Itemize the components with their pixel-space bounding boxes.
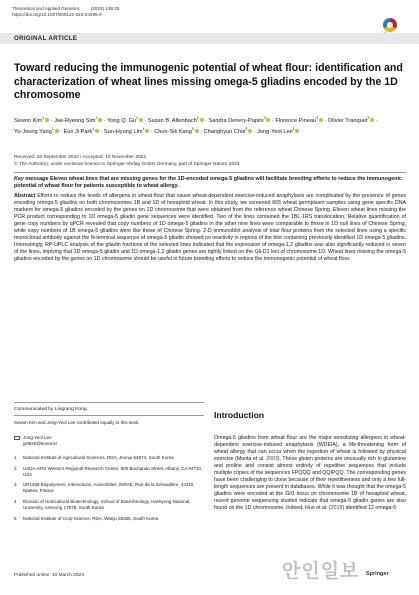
news-watermark: 안인일보 [282, 561, 360, 582]
crossmark-icon [383, 18, 397, 32]
corresponding-name: Jong-Yeol Lee [23, 434, 52, 440]
footnote-divider-2 [14, 415, 204, 416]
journal-name: Theoretical and Applied Genetics [12, 6, 80, 11]
introduction-heading: Introduction [214, 410, 265, 420]
footnote-divider [14, 402, 204, 403]
key-message-label: Key message [14, 176, 49, 182]
author-name[interactable]: Jae-Ryeong Sim$^1$ [54, 118, 102, 124]
author-name[interactable]: Eun Ji Park$^1$ [64, 129, 99, 135]
corresponding-author [14, 435, 204, 447]
article-title: Toward reducing the immunogenic potential of wheat flour: identification and characterization of wheat lines missing omega-5 gliadins encoded by the 1D chromosome [14, 62, 403, 102]
orcid-icon[interactable] [55, 129, 59, 133]
orcid-icon[interactable] [319, 118, 323, 122]
affiliation-item: 5 National Institute of Crop Science, RDA, Wanju 55365, South Korea [14, 516, 159, 522]
author-name[interactable]: Changhyun Choi$^5$ [204, 129, 252, 135]
orcid-icon[interactable] [195, 129, 199, 133]
citation-link[interactable]: 2018 [330, 505, 343, 512]
abstract-label: Abstract [14, 193, 36, 199]
affiliation-item: 2 USDA-ARS Western Regional Research Center, 800 Buchanan Street, Albany, CA 94710, USA [14, 465, 203, 477]
author-name[interactable]: Yu-Jeong Yang$^1$ [14, 129, 59, 135]
affiliation-item: 4 Division of Horticultural Biotechnology, School of Biotechnology, Hankyong National University, Anseong 17579, South Korea [14, 499, 190, 511]
key-message [14, 176, 406, 190]
article-type: ORIGINAL ARTICLE [14, 34, 78, 42]
equal-contribution: Sewon Kim and Jong-Yeol Lee contributed equally to this work. [14, 420, 140, 425]
orcid-icon[interactable] [95, 129, 99, 133]
author-name[interactable]: Susan B. Altenbach$^2$ [148, 118, 204, 124]
orcid-icon[interactable] [145, 129, 149, 133]
abstract-text: Efforts to reduce the levels of allergens in wheat flour that cause wheat-dependent exercise-induced anaphylaxis are complicated by the presence of genes encoding omega-5 gliadins on both chromosomes 1B and 1D of hexaploid wheat. In this study, we screened 665 wheat germplasm samples using gene specific DNA markers for omega-5 gliadins encoded by the genes on 1D chromosome that were obtained from the reference wheat Chinese Spring. Eleven wheat lines missing the PCR product corresponding to 1D omega-5 gliadin gene sequences were identified. Two of the lines contained the 1BL·1RS translocation. Relative quantification of gene copy numbers by qPCR revealed that copy numbers of 1D omega-5 gliadins in the other nine lines were comparable to those in 1D null lines of Chinese Spring, while copy numbers of 1B omega-5 gliadins were like those of Chinese Spring. 2-D immunoblot analysis of total flour proteins from the selected lines using a specific monoclonal antibody against the N-terminal sequence of omega-5 gliadin showed no reactivity in regions of the blot containing previously identified 1D omega-5 gliadins. Interestingly, RP-UPLC analysis of the gliadin fractions of the selected lines indicated that the expression of omega-1,2 gliadins was also significantly reduced in seven of the lines, implying that 1D omega-5 gliadin and 1D omega-1,2 gliadin genes are tightly linked on the Gli-D1 loci of chromosome 1D. Wheat lines missing the omega-5 gliadins encoded by the genes on 1D chromosome should be useful in future breeding efforts to reduce the immunogenic potential of wheat flour. [14, 193, 406, 263]
journal-volume: (2023) 136:33 [90, 6, 120, 11]
author-name[interactable]: Olivier Tranquet$^3$ [328, 118, 374, 124]
divider [14, 172, 406, 173]
orcid-icon[interactable] [45, 118, 49, 122]
corresponding-email[interactable]: jy0820@korea.kr [23, 440, 58, 446]
article-dates [14, 155, 409, 168]
author-name[interactable]: Sewon Kim$^1$ [14, 118, 49, 124]
author-name[interactable]: Jong-Yeol Lee$^1$ [257, 129, 299, 135]
communicated-by: Communicated by Lingrang Kong. [14, 407, 88, 412]
orcid-icon[interactable] [98, 118, 102, 122]
author-name[interactable]: Sun-Hyung Lim$^4$ [104, 129, 149, 135]
envelope-icon [14, 436, 20, 441]
orcid-icon[interactable] [266, 118, 270, 122]
author-name[interactable]: Sandra Denery-Papini$^3$ [209, 118, 271, 124]
affiliation-item: 3 UR1268 Biopolymers, Interactions, Assemblies, INRAE, Rue de la Géraudière, 44316 Nantes, France [14, 482, 194, 494]
orcid-icon[interactable] [248, 129, 252, 133]
received-accepted: Received: 26 September 2022 / Accepted: 18 November 2022 [14, 155, 146, 160]
springer-logo: Springer [366, 571, 389, 577]
author-list: Sewon Kim$^1$ · Jae-Ryeong Sim$^1$ · Yong Q. $Gu^2$ · Susan B. Altenbach$^2$ · Sandra Denery-Papini$^3$ · Florence Pineau$^3$ · Olivier Tranquet$^3$ · Yu-Jeong Yang$^1$ · Eun Ji Park$^1$ · Sun-Hyung Lim$^4$ · Chon-Sik Kang$^5$ · Changhyun Choi$^5$ · Jong-Yeol Lee$^1$ [14, 116, 378, 135]
orcid-icon[interactable] [295, 129, 299, 133]
affiliation-list [14, 455, 204, 522]
journal-header [12, 6, 119, 17]
abstract [14, 193, 406, 263]
introduction-text: Omega-5 gliadins from wheat flour are the major sensitizing allergens in wheat-dependent exercise-induced anaphylaxis (WDEIA), a life-threatening form of wheat allergy that can occur when the ingestion of wheat is followed by physical exercise (Morita et al. 2003). These gluten proteins are unusually rich in glutamine and proline and consist almost entirely of repetitive sequences that include multiple copies of the sequences FPQQQ and QQIPQQ. The corresponding genes have been challenging to clone because of their repetitiveness and only a few full-length sequences are present in databases. While it was thought that the omega-5 gliadins were encoded at the Gli1 locus on chromosome 1B of hexaploid wheat, recent genome sequencing studies indicate that omega-5 gliadin genes are also found on the 1D chromosome. Indeed, Huo et al. (2018) identified 12 omega-5 [214, 435, 406, 512]
orcid-icon[interactable] [139, 118, 143, 122]
key-message-text: Eleven wheat lines that are missing genes for the 1D-encoded omega-5 gliadins will facilitate breeding efforts to reduce the immunogenic potential of wheat flour for patients susceptible to wheat allergy. [14, 176, 402, 189]
orcid-icon[interactable] [200, 118, 204, 122]
affiliations-block [14, 420, 204, 527]
copyright: © The Author(s), under exclusive licence to Springer-Verlag GmbH Germany, part of Springer Nature 2023 [14, 161, 240, 167]
doi-link[interactable]: https://doi.org/10.1007/s00122-023-04295-0 [12, 11, 102, 17]
citation-link[interactable]: 2003 [266, 456, 278, 463]
author-name[interactable]: Florence Pineau$^3$ [275, 118, 323, 124]
author-name[interactable]: Chon-Sik Kang$^5$ [154, 129, 198, 135]
affiliation-item: 1 National Institute of Agricultural Sciences, RDA, Jeonju 54874, South Korea [14, 454, 174, 460]
author-name[interactable]: Yong Q. Gu$^2$ [107, 118, 143, 124]
orcid-icon[interactable] [370, 118, 374, 122]
published-online: Published online: 10 March 2023 [14, 573, 84, 578]
